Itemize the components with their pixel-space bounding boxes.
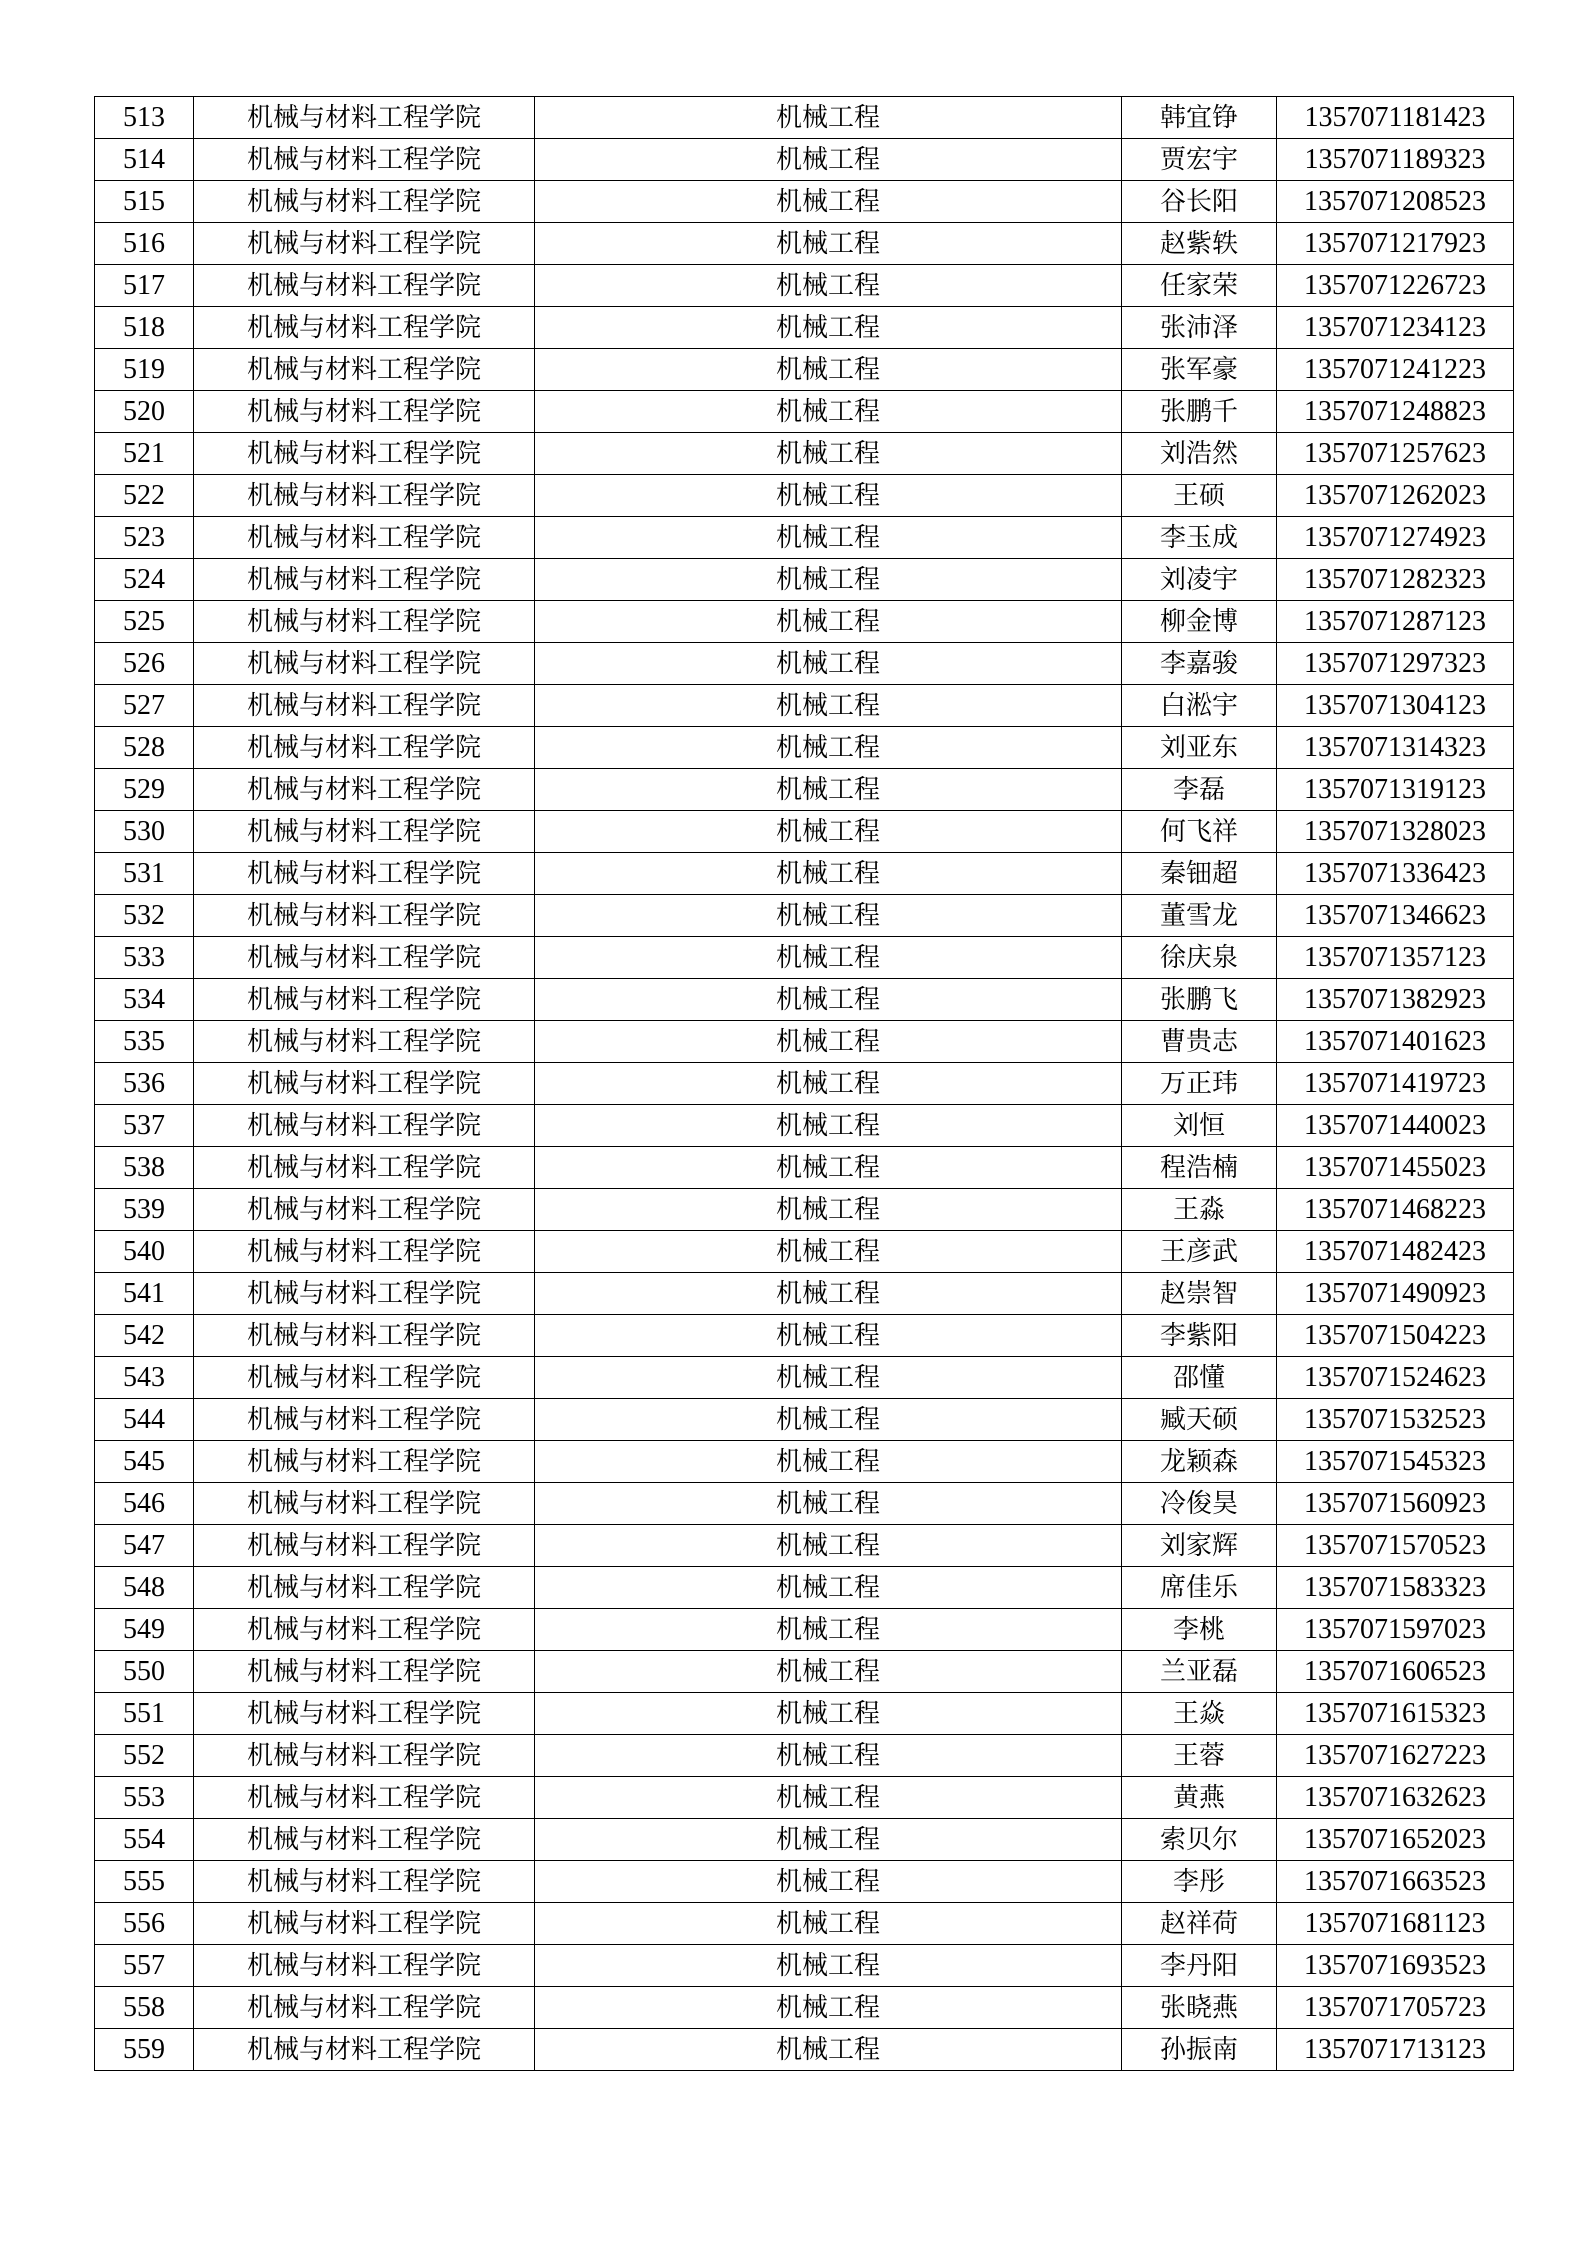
student-name-cell: 张沛泽	[1122, 307, 1277, 349]
student-name-cell: 王硕	[1122, 475, 1277, 517]
college-cell: 机械与材料工程学院	[194, 1987, 535, 2029]
college-cell: 机械与材料工程学院	[194, 1315, 535, 1357]
major-cell: 机械工程	[535, 1567, 1122, 1609]
row-number-cell: 535	[95, 1021, 194, 1063]
table-row	[95, 433, 1514, 475]
college-cell: 机械与材料工程学院	[194, 937, 535, 979]
college-cell: 机械与材料工程学院	[194, 1189, 535, 1231]
major-cell: 机械工程	[535, 307, 1122, 349]
college-cell: 机械与材料工程学院	[194, 559, 535, 601]
table-row	[95, 1777, 1514, 1819]
major-cell: 机械工程	[535, 1735, 1122, 1777]
table-row	[95, 1567, 1514, 1609]
row-number-cell: 532	[95, 895, 194, 937]
college-cell: 机械与材料工程学院	[194, 97, 535, 139]
table-row	[95, 1819, 1514, 1861]
college-cell: 机械与材料工程学院	[194, 1735, 535, 1777]
major-cell: 机械工程	[535, 1315, 1122, 1357]
student-id-cell: 1357071482423	[1277, 1231, 1514, 1273]
college-cell: 机械与材料工程学院	[194, 1567, 535, 1609]
major-cell: 机械工程	[535, 685, 1122, 727]
table-row	[95, 1105, 1514, 1147]
student-name-cell: 任家荣	[1122, 265, 1277, 307]
student-id-cell: 1357071583323	[1277, 1567, 1514, 1609]
student-name-cell: 董雪龙	[1122, 895, 1277, 937]
major-cell: 机械工程	[535, 1021, 1122, 1063]
college-cell: 机械与材料工程学院	[194, 811, 535, 853]
college-cell: 机械与材料工程学院	[194, 1903, 535, 1945]
table-row	[95, 1231, 1514, 1273]
major-cell: 机械工程	[535, 1273, 1122, 1315]
major-cell: 机械工程	[535, 1525, 1122, 1567]
college-cell: 机械与材料工程学院	[194, 1777, 535, 1819]
student-name-cell: 席佳乐	[1122, 1567, 1277, 1609]
student-name-cell: 张晓燕	[1122, 1987, 1277, 2029]
student-id-cell: 1357071504223	[1277, 1315, 1514, 1357]
college-cell: 机械与材料工程学院	[194, 1609, 535, 1651]
college-cell: 机械与材料工程学院	[194, 643, 535, 685]
college-cell: 机械与材料工程学院	[194, 307, 535, 349]
row-number-cell: 525	[95, 601, 194, 643]
major-cell: 机械工程	[535, 895, 1122, 937]
student-name-cell: 邵懂	[1122, 1357, 1277, 1399]
college-cell: 机械与材料工程学院	[194, 349, 535, 391]
table-row	[95, 265, 1514, 307]
row-number-cell: 551	[95, 1693, 194, 1735]
college-cell: 机械与材料工程学院	[194, 139, 535, 181]
major-cell: 机械工程	[535, 349, 1122, 391]
college-cell: 机械与材料工程学院	[194, 601, 535, 643]
row-number-cell: 516	[95, 223, 194, 265]
student-id-cell: 1357071248823	[1277, 391, 1514, 433]
table-row	[95, 1021, 1514, 1063]
college-cell: 机械与材料工程学院	[194, 1819, 535, 1861]
major-cell: 机械工程	[535, 1399, 1122, 1441]
major-cell: 机械工程	[535, 2029, 1122, 2071]
major-cell: 机械工程	[535, 1441, 1122, 1483]
table-row	[95, 475, 1514, 517]
table-row	[95, 181, 1514, 223]
college-cell: 机械与材料工程学院	[194, 1063, 535, 1105]
row-number-cell: 558	[95, 1987, 194, 2029]
table-row	[95, 937, 1514, 979]
row-number-cell: 545	[95, 1441, 194, 1483]
student-id-cell: 1357071336423	[1277, 853, 1514, 895]
student-id-cell: 1357071468223	[1277, 1189, 1514, 1231]
row-number-cell: 555	[95, 1861, 194, 1903]
student-name-cell: 张鹏千	[1122, 391, 1277, 433]
row-number-cell: 526	[95, 643, 194, 685]
table-row	[95, 223, 1514, 265]
student-name-cell: 徐庆泉	[1122, 937, 1277, 979]
row-number-cell: 521	[95, 433, 194, 475]
row-number-cell: 538	[95, 1147, 194, 1189]
student-name-cell: 李玉成	[1122, 517, 1277, 559]
college-cell: 机械与材料工程学院	[194, 517, 535, 559]
student-name-cell: 曹贵志	[1122, 1021, 1277, 1063]
college-cell: 机械与材料工程学院	[194, 727, 535, 769]
student-id-cell: 1357071382923	[1277, 979, 1514, 1021]
college-cell: 机械与材料工程学院	[194, 2029, 535, 2071]
major-cell: 机械工程	[535, 1063, 1122, 1105]
table-row	[95, 1735, 1514, 1777]
student-name-cell: 李桃	[1122, 1609, 1277, 1651]
student-id-cell: 1357071615323	[1277, 1693, 1514, 1735]
row-number-cell: 520	[95, 391, 194, 433]
major-cell: 机械工程	[535, 223, 1122, 265]
student-name-cell: 臧天硕	[1122, 1399, 1277, 1441]
table-row	[95, 1987, 1514, 2029]
table-row	[95, 769, 1514, 811]
student-id-cell: 1357071713123	[1277, 2029, 1514, 2071]
student-id-cell: 1357071606523	[1277, 1651, 1514, 1693]
student-name-cell: 刘亚东	[1122, 727, 1277, 769]
table-row	[95, 1861, 1514, 1903]
student-name-cell: 李磊	[1122, 769, 1277, 811]
college-cell: 机械与材料工程学院	[194, 979, 535, 1021]
student-name-cell: 秦钿超	[1122, 853, 1277, 895]
student-name-cell: 刘浩然	[1122, 433, 1277, 475]
student-name-cell: 李嘉骏	[1122, 643, 1277, 685]
row-number-cell: 550	[95, 1651, 194, 1693]
table-row	[95, 97, 1514, 139]
student-id-cell: 1357071652023	[1277, 1819, 1514, 1861]
table-row	[95, 1483, 1514, 1525]
table-row	[95, 979, 1514, 1021]
student-id-cell: 1357071297323	[1277, 643, 1514, 685]
college-cell: 机械与材料工程学院	[194, 1651, 535, 1693]
student-id-cell: 1357071570523	[1277, 1525, 1514, 1567]
student-name-cell: 孙振南	[1122, 2029, 1277, 2071]
major-cell: 机械工程	[535, 1231, 1122, 1273]
row-number-cell: 540	[95, 1231, 194, 1273]
row-number-cell: 559	[95, 2029, 194, 2071]
table-row	[95, 391, 1514, 433]
student-id-cell: 1357071181423	[1277, 97, 1514, 139]
student-id-cell: 1357071304123	[1277, 685, 1514, 727]
student-name-cell: 李彤	[1122, 1861, 1277, 1903]
student-name-cell: 程浩楠	[1122, 1147, 1277, 1189]
table-row	[95, 1189, 1514, 1231]
major-cell: 机械工程	[535, 1903, 1122, 1945]
table-row	[95, 517, 1514, 559]
table-row	[95, 139, 1514, 181]
row-number-cell: 543	[95, 1357, 194, 1399]
student-id-cell: 1357071705723	[1277, 1987, 1514, 2029]
major-cell: 机械工程	[535, 1651, 1122, 1693]
student-name-cell: 柳金博	[1122, 601, 1277, 643]
table-row	[95, 1903, 1514, 1945]
row-number-cell: 513	[95, 97, 194, 139]
student-name-cell: 张军豪	[1122, 349, 1277, 391]
college-cell: 机械与材料工程学院	[194, 223, 535, 265]
student-name-cell: 冷俊昊	[1122, 1483, 1277, 1525]
college-cell: 机械与材料工程学院	[194, 1105, 535, 1147]
table-row	[95, 601, 1514, 643]
row-number-cell: 546	[95, 1483, 194, 1525]
student-name-cell: 李紫阳	[1122, 1315, 1277, 1357]
table-row	[95, 1609, 1514, 1651]
student-name-cell: 黄燕	[1122, 1777, 1277, 1819]
student-id-cell: 1357071545323	[1277, 1441, 1514, 1483]
student-name-cell: 万正玮	[1122, 1063, 1277, 1105]
major-cell: 机械工程	[535, 853, 1122, 895]
row-number-cell: 556	[95, 1903, 194, 1945]
row-number-cell: 522	[95, 475, 194, 517]
major-cell: 机械工程	[535, 97, 1122, 139]
student-name-cell: 贾宏宇	[1122, 139, 1277, 181]
row-number-cell: 531	[95, 853, 194, 895]
major-cell: 机械工程	[535, 1147, 1122, 1189]
student-name-cell: 刘凌宇	[1122, 559, 1277, 601]
college-cell: 机械与材料工程学院	[194, 1147, 535, 1189]
student-id-cell: 1357071560923	[1277, 1483, 1514, 1525]
major-cell: 机械工程	[535, 1483, 1122, 1525]
major-cell: 机械工程	[535, 265, 1122, 307]
roster-table	[94, 96, 1514, 2071]
student-name-cell: 白淞宇	[1122, 685, 1277, 727]
table-row	[95, 727, 1514, 769]
college-cell: 机械与材料工程学院	[194, 1441, 535, 1483]
major-cell: 机械工程	[535, 475, 1122, 517]
table-row	[95, 559, 1514, 601]
student-id-cell: 1357071257623	[1277, 433, 1514, 475]
table-row	[95, 811, 1514, 853]
student-name-cell: 张鹏飞	[1122, 979, 1277, 1021]
row-number-cell: 537	[95, 1105, 194, 1147]
major-cell: 机械工程	[535, 1987, 1122, 2029]
table-row	[95, 1147, 1514, 1189]
row-number-cell: 552	[95, 1735, 194, 1777]
table-row	[95, 643, 1514, 685]
college-cell: 机械与材料工程学院	[194, 1021, 535, 1063]
student-id-cell: 1357071226723	[1277, 265, 1514, 307]
student-id-cell: 1357071357123	[1277, 937, 1514, 979]
student-name-cell: 赵崇智	[1122, 1273, 1277, 1315]
row-number-cell: 517	[95, 265, 194, 307]
student-id-cell: 1357071532523	[1277, 1399, 1514, 1441]
major-cell: 机械工程	[535, 979, 1122, 1021]
student-id-cell: 1357071663523	[1277, 1861, 1514, 1903]
student-id-cell: 1357071282323	[1277, 559, 1514, 601]
college-cell: 机械与材料工程学院	[194, 433, 535, 475]
student-name-cell: 王蓉	[1122, 1735, 1277, 1777]
college-cell: 机械与材料工程学院	[194, 1357, 535, 1399]
college-cell: 机械与材料工程学院	[194, 1273, 535, 1315]
student-id-cell: 1357071346623	[1277, 895, 1514, 937]
table-row	[95, 1693, 1514, 1735]
table-row	[95, 1945, 1514, 1987]
table-row	[95, 685, 1514, 727]
roster-table-body	[95, 97, 1514, 2071]
table-row	[95, 2029, 1514, 2071]
student-name-cell: 龙颖森	[1122, 1441, 1277, 1483]
row-number-cell: 542	[95, 1315, 194, 1357]
student-id-cell: 1357071524623	[1277, 1357, 1514, 1399]
student-id-cell: 1357071262023	[1277, 475, 1514, 517]
college-cell: 机械与材料工程学院	[194, 1483, 535, 1525]
student-id-cell: 1357071274923	[1277, 517, 1514, 559]
student-id-cell: 1357071287123	[1277, 601, 1514, 643]
student-name-cell: 刘恒	[1122, 1105, 1277, 1147]
student-id-cell: 1357071314323	[1277, 727, 1514, 769]
row-number-cell: 536	[95, 1063, 194, 1105]
college-cell: 机械与材料工程学院	[194, 475, 535, 517]
row-number-cell: 519	[95, 349, 194, 391]
student-id-cell: 1357071217923	[1277, 223, 1514, 265]
college-cell: 机械与材料工程学院	[194, 1861, 535, 1903]
major-cell: 机械工程	[535, 433, 1122, 475]
major-cell: 机械工程	[535, 601, 1122, 643]
student-name-cell: 何飞祥	[1122, 811, 1277, 853]
college-cell: 机械与材料工程学院	[194, 1945, 535, 1987]
row-number-cell: 533	[95, 937, 194, 979]
table-row	[95, 307, 1514, 349]
table-row	[95, 1357, 1514, 1399]
student-name-cell: 王焱	[1122, 1693, 1277, 1735]
college-cell: 机械与材料工程学院	[194, 853, 535, 895]
student-name-cell: 王彦武	[1122, 1231, 1277, 1273]
student-name-cell: 索贝尔	[1122, 1819, 1277, 1861]
college-cell: 机械与材料工程学院	[194, 1525, 535, 1567]
major-cell: 机械工程	[535, 727, 1122, 769]
major-cell: 机械工程	[535, 1819, 1122, 1861]
major-cell: 机械工程	[535, 391, 1122, 433]
college-cell: 机械与材料工程学院	[194, 1399, 535, 1441]
student-id-cell: 1357071419723	[1277, 1063, 1514, 1105]
student-id-cell: 1357071189323	[1277, 139, 1514, 181]
student-id-cell: 1357071440023	[1277, 1105, 1514, 1147]
row-number-cell: 544	[95, 1399, 194, 1441]
row-number-cell: 530	[95, 811, 194, 853]
major-cell: 机械工程	[535, 643, 1122, 685]
student-name-cell: 赵紫轶	[1122, 223, 1277, 265]
major-cell: 机械工程	[535, 1945, 1122, 1987]
row-number-cell: 518	[95, 307, 194, 349]
row-number-cell: 529	[95, 769, 194, 811]
student-name-cell: 李丹阳	[1122, 1945, 1277, 1987]
major-cell: 机械工程	[535, 1189, 1122, 1231]
row-number-cell: 523	[95, 517, 194, 559]
row-number-cell: 541	[95, 1273, 194, 1315]
major-cell: 机械工程	[535, 937, 1122, 979]
row-number-cell: 549	[95, 1609, 194, 1651]
row-number-cell: 553	[95, 1777, 194, 1819]
row-number-cell: 515	[95, 181, 194, 223]
major-cell: 机械工程	[535, 1777, 1122, 1819]
row-number-cell: 557	[95, 1945, 194, 1987]
college-cell: 机械与材料工程学院	[194, 1693, 535, 1735]
student-id-cell: 1357071328023	[1277, 811, 1514, 853]
table-row	[95, 1273, 1514, 1315]
major-cell: 机械工程	[535, 1861, 1122, 1903]
student-name-cell: 谷长阳	[1122, 181, 1277, 223]
student-id-cell: 1357071490923	[1277, 1273, 1514, 1315]
table-row	[95, 1399, 1514, 1441]
student-id-cell: 1357071455023	[1277, 1147, 1514, 1189]
major-cell: 机械工程	[535, 517, 1122, 559]
row-number-cell: 547	[95, 1525, 194, 1567]
college-cell: 机械与材料工程学院	[194, 769, 535, 811]
major-cell: 机械工程	[535, 769, 1122, 811]
student-id-cell: 1357071208523	[1277, 181, 1514, 223]
college-cell: 机械与材料工程学院	[194, 265, 535, 307]
student-id-cell: 1357071627223	[1277, 1735, 1514, 1777]
table-row	[95, 1315, 1514, 1357]
student-id-cell: 1357071319123	[1277, 769, 1514, 811]
student-id-cell: 1357071632623	[1277, 1777, 1514, 1819]
student-id-cell: 1357071597023	[1277, 1609, 1514, 1651]
major-cell: 机械工程	[535, 811, 1122, 853]
student-id-cell: 1357071241223	[1277, 349, 1514, 391]
student-name-cell: 赵祥荷	[1122, 1903, 1277, 1945]
row-number-cell: 527	[95, 685, 194, 727]
student-name-cell: 刘家辉	[1122, 1525, 1277, 1567]
table-row	[95, 1651, 1514, 1693]
table-row	[95, 853, 1514, 895]
row-number-cell: 534	[95, 979, 194, 1021]
student-name-cell: 兰亚磊	[1122, 1651, 1277, 1693]
college-cell: 机械与材料工程学院	[194, 391, 535, 433]
table-row	[95, 1525, 1514, 1567]
college-cell: 机械与材料工程学院	[194, 181, 535, 223]
major-cell: 机械工程	[535, 1105, 1122, 1147]
student-id-cell: 1357071401623	[1277, 1021, 1514, 1063]
student-id-cell: 1357071681123	[1277, 1903, 1514, 1945]
college-cell: 机械与材料工程学院	[194, 895, 535, 937]
row-number-cell: 524	[95, 559, 194, 601]
table-row	[95, 1441, 1514, 1483]
major-cell: 机械工程	[535, 181, 1122, 223]
table-row	[95, 1063, 1514, 1105]
college-cell: 机械与材料工程学院	[194, 1231, 535, 1273]
student-id-cell: 1357071234123	[1277, 307, 1514, 349]
student-name-cell: 韩宜铮	[1122, 97, 1277, 139]
row-number-cell: 548	[95, 1567, 194, 1609]
major-cell: 机械工程	[535, 1357, 1122, 1399]
table-row	[95, 895, 1514, 937]
major-cell: 机械工程	[535, 559, 1122, 601]
student-id-cell: 1357071693523	[1277, 1945, 1514, 1987]
college-cell: 机械与材料工程学院	[194, 685, 535, 727]
row-number-cell: 539	[95, 1189, 194, 1231]
table-row	[95, 349, 1514, 391]
row-number-cell: 528	[95, 727, 194, 769]
major-cell: 机械工程	[535, 1693, 1122, 1735]
row-number-cell: 514	[95, 139, 194, 181]
student-name-cell: 王淼	[1122, 1189, 1277, 1231]
major-cell: 机械工程	[535, 139, 1122, 181]
row-number-cell: 554	[95, 1819, 194, 1861]
major-cell: 机械工程	[535, 1609, 1122, 1651]
